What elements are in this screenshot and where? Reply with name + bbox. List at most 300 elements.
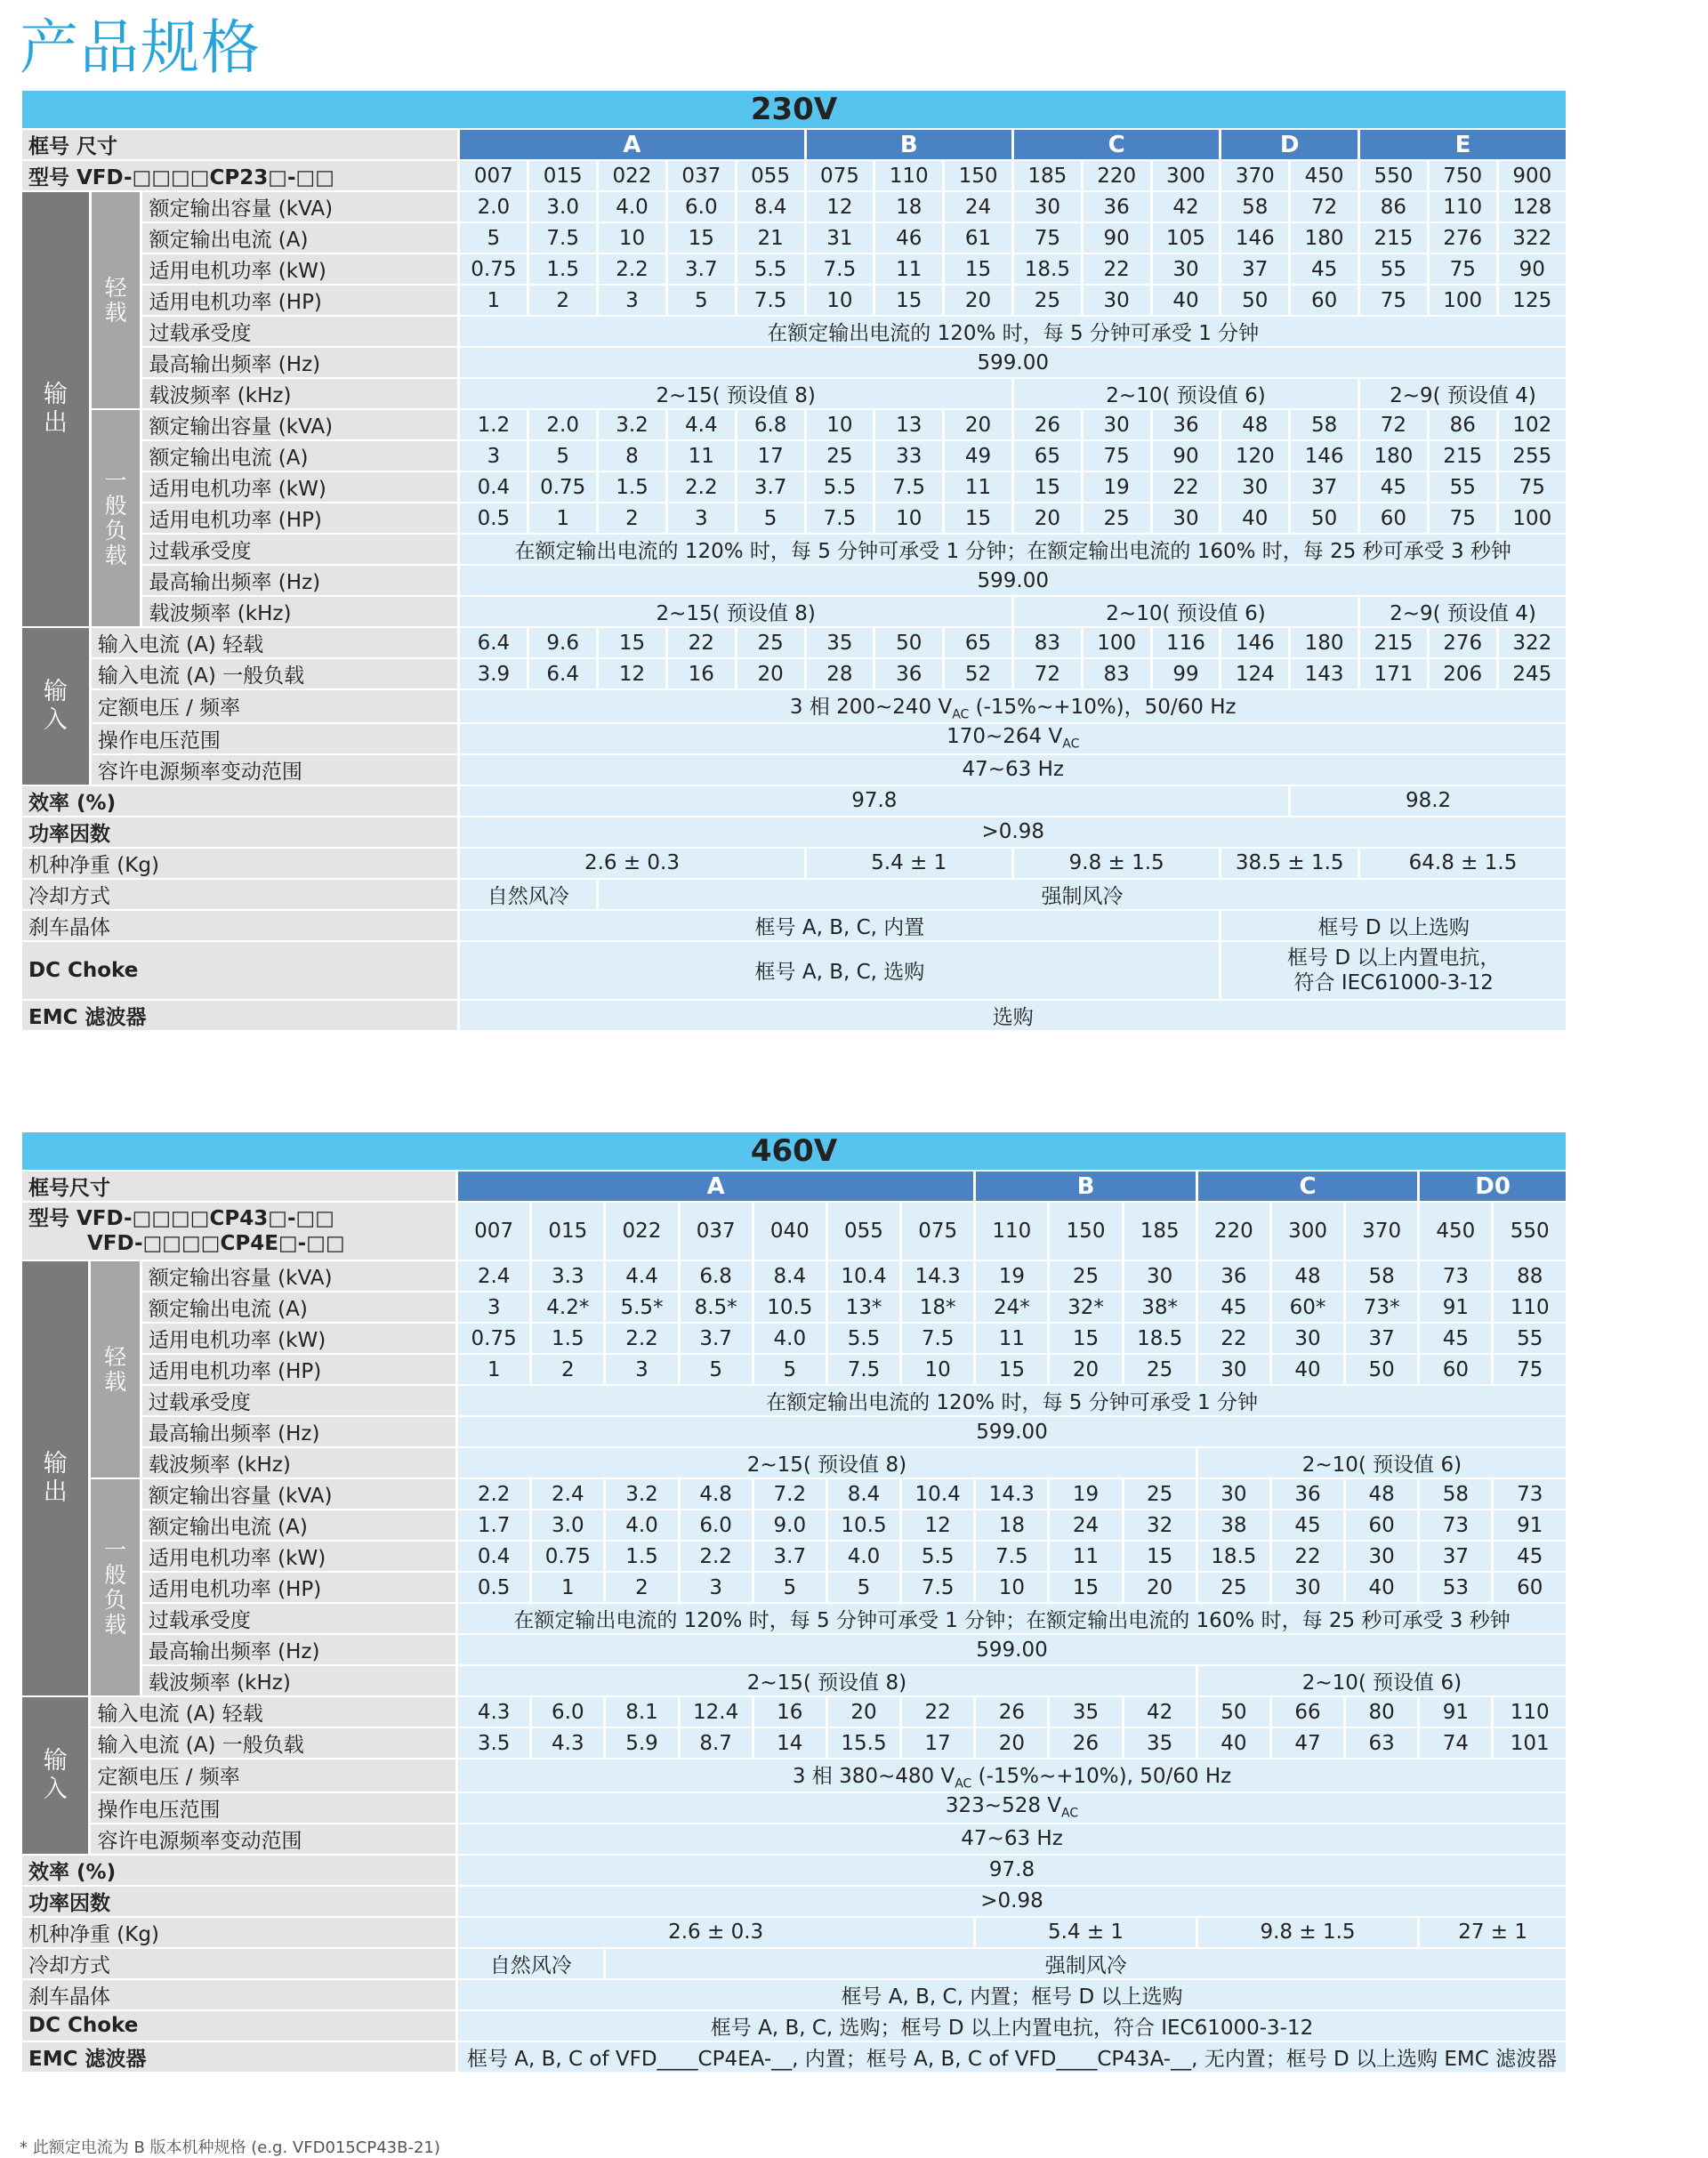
row-label: 额定输出容量 (kVA) bbox=[142, 1261, 455, 1291]
row-label: 最高输出频率 (Hz) bbox=[142, 1417, 455, 1446]
normal-amp-row bbox=[22, 441, 1566, 471]
normal-freq-row bbox=[22, 1635, 1566, 1664]
row-label: 功率因数 bbox=[22, 817, 457, 847]
value-cell: 1.5 bbox=[529, 254, 596, 284]
value-cell: 015 bbox=[532, 1203, 603, 1260]
value-cell: 037 bbox=[668, 161, 735, 190]
value-cell: 5.5 bbox=[828, 1324, 899, 1353]
group-char: 入 bbox=[43, 1775, 68, 1803]
value-cell: 900 bbox=[1499, 161, 1566, 190]
cell-text: (-15%~+10%), 50/60 Hz bbox=[971, 1765, 1232, 1788]
value-cell: 63 bbox=[1346, 1728, 1417, 1758]
value-cell: 5 bbox=[681, 1355, 752, 1384]
value-cell: 50 bbox=[875, 628, 942, 657]
group-char: 负 bbox=[104, 1586, 127, 1613]
value-cell: 10 bbox=[599, 223, 665, 253]
cooling-value: 强制风冷 bbox=[599, 880, 1566, 909]
value-cell: 0.75 bbox=[529, 472, 596, 502]
overload-value: 在额定输出电流的 120% 时，每 5 分钟可承受 1 分钟；在额定输出电流的 160% 时，每 25 秒可承受 3 秒钟 bbox=[458, 1604, 1566, 1633]
value-cell: 4.0 bbox=[606, 1510, 677, 1540]
value-cell: 4.0 bbox=[828, 1542, 899, 1571]
row-label: 输入电流 (A) 轻载 bbox=[91, 1697, 455, 1727]
row-label: EMC 滤波器 bbox=[22, 1001, 457, 1030]
value-cell: 47 bbox=[1272, 1728, 1343, 1758]
weight-value: 64.8 ± 1.5 bbox=[1360, 849, 1566, 878]
value-cell: 7.5 bbox=[737, 286, 804, 315]
value-cell: 60 bbox=[1494, 1573, 1566, 1602]
group-input bbox=[22, 1697, 88, 1854]
range-row bbox=[22, 1793, 1566, 1823]
power-factor-value: >0.98 bbox=[460, 817, 1566, 847]
spec-table-460v bbox=[20, 1131, 1568, 2073]
value-cell: 16 bbox=[668, 659, 735, 688]
row-label: 机种净重 (Kg) bbox=[22, 1918, 455, 1947]
input-light-row bbox=[22, 628, 1566, 657]
cell-text: 框号 D 以上内置电抗， bbox=[1287, 946, 1501, 970]
value-cell: 220 bbox=[1084, 161, 1150, 190]
value-cell: 58 bbox=[1346, 1261, 1417, 1291]
value-cell: 3.2 bbox=[599, 410, 665, 439]
value-cell: 0.75 bbox=[458, 1324, 529, 1353]
value-cell: 7.5 bbox=[828, 1355, 899, 1384]
row-label: 机种净重 (Kg) bbox=[22, 849, 457, 878]
value-cell: 105 bbox=[1153, 223, 1220, 253]
normal-freq-row bbox=[22, 566, 1566, 595]
value-cell: 22 bbox=[1084, 254, 1150, 284]
freq-variation-value: 47~63 Hz bbox=[460, 755, 1566, 785]
row-label: 效率 (%) bbox=[22, 1856, 455, 1885]
value-cell: 17 bbox=[737, 441, 804, 471]
value-cell: 28 bbox=[807, 659, 874, 688]
model-label: 型号 VFD-□□□□CP23□-□□ bbox=[22, 161, 457, 190]
model-label bbox=[22, 1203, 455, 1260]
value-cell: 4.4 bbox=[668, 410, 735, 439]
value-cell: 88 bbox=[1494, 1261, 1566, 1291]
value-cell: 31 bbox=[807, 223, 874, 253]
value-cell: 055 bbox=[737, 161, 804, 190]
value-cell: 3.2 bbox=[606, 1479, 677, 1509]
cooling-value: 自然风冷 bbox=[460, 880, 596, 909]
value-cell: 2.4 bbox=[458, 1261, 529, 1291]
light-car-row bbox=[22, 379, 1566, 408]
value-cell: 6.4 bbox=[529, 659, 596, 688]
value-cell: 15 bbox=[668, 223, 735, 253]
value-cell: 550 bbox=[1494, 1203, 1566, 1260]
value-cell: 30 bbox=[1198, 1355, 1269, 1384]
carrier-value: 2~15( 预设值 8) bbox=[460, 597, 1011, 626]
value-cell: 171 bbox=[1360, 659, 1427, 688]
frame-header: B bbox=[976, 1172, 1196, 1201]
row-label: 载波频率 (kHz) bbox=[142, 1666, 455, 1695]
value-cell: 86 bbox=[1430, 410, 1496, 439]
value-cell: 14 bbox=[754, 1728, 826, 1758]
light-kva-row bbox=[22, 192, 1566, 221]
value-cell: 25 bbox=[1084, 503, 1150, 533]
value-cell: 10.4 bbox=[902, 1479, 973, 1509]
rated-row bbox=[22, 690, 1566, 722]
value-cell: 2.2 bbox=[681, 1542, 752, 1571]
input-normal-row bbox=[22, 1728, 1566, 1758]
value-cell: 215 bbox=[1360, 628, 1427, 657]
model-row bbox=[22, 1203, 1566, 1260]
value-cell: 185 bbox=[1014, 161, 1081, 190]
value-cell: 36 bbox=[875, 659, 942, 688]
value-cell: 100 bbox=[1430, 286, 1496, 315]
value-cell: 73 bbox=[1420, 1510, 1491, 1540]
value-cell: 17 bbox=[902, 1728, 973, 1758]
value-cell: 255 bbox=[1499, 441, 1566, 471]
group-char: 一 bbox=[104, 467, 127, 494]
value-cell: 90 bbox=[1084, 223, 1150, 253]
value-cell: 58 bbox=[1221, 192, 1288, 221]
group-normal bbox=[91, 1479, 139, 1695]
value-cell: 30 bbox=[1084, 286, 1150, 315]
group-char: 载 bbox=[104, 1368, 127, 1395]
value-cell: 055 bbox=[828, 1203, 899, 1260]
value-cell: 075 bbox=[902, 1203, 973, 1260]
pf-row bbox=[22, 817, 1566, 847]
value-cell: 30 bbox=[1272, 1573, 1343, 1602]
value-cell: 15 bbox=[976, 1355, 1047, 1384]
light-ovl-row bbox=[22, 317, 1566, 346]
value-cell: 206 bbox=[1430, 659, 1496, 688]
row-label: 适用电机功率 (kW) bbox=[142, 1542, 455, 1571]
value-cell: 26 bbox=[976, 1697, 1047, 1727]
value-cell: 60* bbox=[1272, 1292, 1343, 1322]
value-cell: 015 bbox=[529, 161, 596, 190]
value-cell: 91 bbox=[1420, 1697, 1491, 1727]
value-cell: 322 bbox=[1499, 628, 1566, 657]
value-cell: 7.5 bbox=[902, 1573, 973, 1602]
value-cell: 50 bbox=[1346, 1355, 1417, 1384]
value-cell: 4.0 bbox=[754, 1324, 826, 1353]
cooling-value: 强制风冷 bbox=[606, 1949, 1566, 1978]
max-freq-value: 599.00 bbox=[458, 1635, 1566, 1664]
value-cell: 3.5 bbox=[458, 1728, 529, 1758]
row-label: 容许电源频率变动范围 bbox=[91, 1824, 455, 1854]
normal-hp-row bbox=[22, 503, 1566, 533]
value-cell: 2.0 bbox=[460, 192, 527, 221]
value-cell: 55 bbox=[1360, 254, 1427, 284]
row-label: 输入电流 (A) 一般负载 bbox=[92, 659, 458, 688]
value-cell: 5 bbox=[828, 1573, 899, 1602]
value-cell: 128 bbox=[1499, 192, 1566, 221]
value-cell: 300 bbox=[1272, 1203, 1343, 1260]
value-cell: 7.5 bbox=[902, 1324, 973, 1353]
group-output bbox=[22, 1261, 88, 1695]
subscript: AC bbox=[1062, 737, 1080, 752]
subscript: AC bbox=[952, 707, 970, 722]
efficiency-value: 98.2 bbox=[1291, 786, 1566, 816]
value-cell: 5.5 bbox=[737, 254, 804, 284]
value-cell: 75 bbox=[1430, 503, 1496, 533]
light-hp-row bbox=[22, 286, 1566, 315]
value-cell: 75 bbox=[1499, 472, 1566, 502]
value-cell: 7.5 bbox=[807, 254, 874, 284]
subscript: AC bbox=[955, 1776, 972, 1792]
value-cell: 12 bbox=[807, 192, 874, 221]
row-label: 定额电压 / 频率 bbox=[91, 1759, 455, 1792]
value-cell: 60 bbox=[1291, 286, 1358, 315]
value-cell: 20 bbox=[976, 1728, 1047, 1758]
group-char: 载 bbox=[104, 542, 127, 568]
value-cell: 38 bbox=[1198, 1510, 1269, 1540]
value-cell: 0.4 bbox=[458, 1542, 529, 1571]
value-cell: 4.0 bbox=[599, 192, 665, 221]
value-cell: 11 bbox=[668, 441, 735, 471]
value-cell: 15 bbox=[1124, 1542, 1196, 1571]
weight-row bbox=[22, 1918, 1566, 1947]
row-label: 最高输出频率 (Hz) bbox=[142, 566, 457, 595]
value-cell: 8.5* bbox=[681, 1292, 752, 1322]
value-cell: 72 bbox=[1360, 410, 1427, 439]
value-cell: 25 bbox=[1124, 1355, 1196, 1384]
overload-value: 在额定输出电流的 120% 时，每 5 分钟可承受 1 分钟；在额定输出电流的 160% 时，每 25 秒可承受 3 秒钟 bbox=[460, 535, 1566, 564]
value-cell: 110 bbox=[1494, 1292, 1566, 1322]
value-cell: 5 bbox=[754, 1355, 826, 1384]
group-char: 出 bbox=[43, 1478, 68, 1506]
value-cell: 26 bbox=[1014, 410, 1081, 439]
value-cell: 4.8 bbox=[681, 1479, 752, 1509]
max-freq-value: 599.00 bbox=[458, 1417, 1566, 1446]
light-freq-row bbox=[22, 1417, 1566, 1446]
row-label: 功率因数 bbox=[22, 1887, 455, 1916]
value-cell: 18 bbox=[976, 1510, 1047, 1540]
value-cell: 7.2 bbox=[754, 1479, 826, 1509]
overload-value: 在额定输出电流的 120% 时，每 5 分钟可承受 1 分钟 bbox=[460, 317, 1566, 346]
value-cell: 2 bbox=[529, 286, 596, 315]
group-char: 般 bbox=[104, 492, 127, 519]
group-char: 轻 bbox=[104, 1343, 127, 1370]
row-label: 额定输出电流 (A) bbox=[142, 441, 457, 471]
value-cell: 15 bbox=[1050, 1324, 1121, 1353]
value-cell: 3 bbox=[668, 503, 735, 533]
cool-row bbox=[22, 1949, 1566, 1978]
light-kw-row bbox=[22, 1324, 1566, 1353]
value-cell: 276 bbox=[1430, 628, 1496, 657]
value-cell: 14.3 bbox=[976, 1479, 1047, 1509]
weight-value: 2.6 ± 0.3 bbox=[460, 849, 803, 878]
row-label: 输入电流 (A) 一般负载 bbox=[91, 1728, 455, 1758]
value-cell: 30 bbox=[1198, 1479, 1269, 1509]
value-cell: 3 bbox=[606, 1355, 677, 1384]
page-title: 产品规格 bbox=[20, 13, 262, 82]
row-label: EMC 滤波器 bbox=[22, 2042, 455, 2072]
value-cell: 20 bbox=[737, 659, 804, 688]
value-cell: 2.2 bbox=[458, 1479, 529, 1509]
value-cell: 110 bbox=[1494, 1697, 1566, 1727]
value-cell: 110 bbox=[976, 1203, 1047, 1260]
freq-variation-value: 47~63 Hz bbox=[458, 1824, 1566, 1854]
value-cell: 1.5 bbox=[599, 472, 665, 502]
value-cell: 3.9 bbox=[460, 659, 527, 688]
efficiency-value: 97.8 bbox=[458, 1856, 1566, 1885]
value-cell: 7.5 bbox=[807, 503, 874, 533]
value-cell: 16 bbox=[754, 1697, 826, 1727]
carrier-value: 2~10( 预设值 6) bbox=[1014, 379, 1358, 408]
row-label: 容许电源频率变动范围 bbox=[92, 755, 458, 785]
value-cell: 35 bbox=[1050, 1697, 1121, 1727]
value-cell: 6.0 bbox=[532, 1697, 603, 1727]
value-cell: 215 bbox=[1360, 223, 1427, 253]
value-cell: 25 bbox=[807, 441, 874, 471]
value-cell: 40 bbox=[1272, 1355, 1343, 1384]
dc-choke-value bbox=[1221, 942, 1566, 999]
light-kva-row bbox=[22, 1261, 1566, 1291]
value-cell: 220 bbox=[1198, 1203, 1269, 1260]
value-cell: 75 bbox=[1430, 254, 1496, 284]
value-cell: 1.5 bbox=[532, 1324, 603, 1353]
value-cell: 36 bbox=[1272, 1479, 1343, 1509]
value-cell: 20 bbox=[1050, 1355, 1121, 1384]
row-label: 额定输出电流 (A) bbox=[142, 1510, 455, 1540]
power-factor-value: >0.98 bbox=[458, 1887, 1566, 1916]
value-cell: 215 bbox=[1430, 441, 1496, 471]
value-cell: 45 bbox=[1420, 1324, 1491, 1353]
value-cell: 8.7 bbox=[681, 1728, 752, 1758]
value-cell: 8.4 bbox=[828, 1479, 899, 1509]
value-cell: 40 bbox=[1221, 503, 1288, 533]
value-cell: 1.2 bbox=[460, 410, 527, 439]
value-cell: 25 bbox=[1014, 286, 1081, 315]
value-cell: 5.5 bbox=[902, 1542, 973, 1571]
value-cell: 20 bbox=[1124, 1573, 1196, 1602]
value-cell: 25 bbox=[1198, 1573, 1269, 1602]
group-char: 出 bbox=[43, 409, 68, 437]
value-cell: 2 bbox=[606, 1573, 677, 1602]
value-cell: 75 bbox=[1084, 441, 1150, 471]
value-cell: 10.4 bbox=[828, 1261, 899, 1291]
cell-text: 3 相 200~240 V bbox=[789, 696, 953, 719]
emc-value: 选购 bbox=[460, 1001, 1566, 1030]
value-cell: 18* bbox=[902, 1292, 973, 1322]
value-cell: 35 bbox=[1124, 1728, 1196, 1758]
carrier-value: 2~15( 预设值 8) bbox=[458, 1666, 1196, 1695]
value-cell: 8.4 bbox=[737, 192, 804, 221]
value-cell: 11 bbox=[875, 254, 942, 284]
value-cell: 37 bbox=[1291, 472, 1358, 502]
value-cell: 40 bbox=[1346, 1573, 1417, 1602]
value-cell: 4.3 bbox=[458, 1697, 529, 1727]
value-cell: 276 bbox=[1430, 223, 1496, 253]
value-cell: 5 bbox=[529, 441, 596, 471]
value-cell: 3.7 bbox=[681, 1324, 752, 1353]
group-char: 输 bbox=[43, 1450, 68, 1478]
value-cell: 48 bbox=[1346, 1479, 1417, 1509]
value-cell: 19 bbox=[1084, 472, 1150, 502]
value-cell: 022 bbox=[599, 161, 665, 190]
value-cell: 12 bbox=[902, 1510, 973, 1540]
group-normal bbox=[92, 410, 141, 626]
value-cell: 91 bbox=[1494, 1510, 1566, 1540]
value-cell: 30 bbox=[1153, 503, 1220, 533]
value-cell: 21 bbox=[737, 223, 804, 253]
frame-row bbox=[22, 130, 1566, 159]
group-char: 般 bbox=[104, 1561, 127, 1588]
cell-text: 170~264 V bbox=[947, 725, 1063, 749]
row-label: 适用电机功率 (HP) bbox=[142, 1355, 455, 1384]
overload-value: 在额定输出电流的 120% 时，每 5 分钟可承受 1 分钟 bbox=[458, 1386, 1566, 1415]
row-label: 刹车晶体 bbox=[22, 1980, 455, 2009]
brake-value: 框号 D 以上选购 bbox=[1221, 911, 1566, 940]
group-output bbox=[22, 192, 89, 626]
value-cell: 0.75 bbox=[460, 254, 527, 284]
value-cell: 6.8 bbox=[737, 410, 804, 439]
value-cell: 8.4 bbox=[754, 1261, 826, 1291]
value-cell: 5.5* bbox=[606, 1292, 677, 1322]
frame-header: A bbox=[460, 130, 803, 159]
emc-row bbox=[22, 1001, 1566, 1030]
value-cell: 14.3 bbox=[902, 1261, 973, 1291]
row-label: DC Choke bbox=[22, 2011, 455, 2041]
subscript: AC bbox=[1061, 1806, 1079, 1821]
value-cell: 2.4 bbox=[532, 1479, 603, 1509]
value-cell: 11 bbox=[976, 1324, 1047, 1353]
value-cell: 370 bbox=[1346, 1203, 1417, 1260]
value-cell: 99 bbox=[1153, 659, 1220, 688]
value-cell: 73* bbox=[1346, 1292, 1417, 1322]
value-cell: 143 bbox=[1291, 659, 1358, 688]
frame-label: 框号尺寸 bbox=[22, 1172, 455, 1201]
light-car-row bbox=[22, 1448, 1566, 1478]
value-cell: 1 bbox=[458, 1355, 529, 1384]
value-cell: 7.5 bbox=[875, 472, 942, 502]
value-cell: 32* bbox=[1050, 1292, 1121, 1322]
value-cell: 150 bbox=[1050, 1203, 1121, 1260]
band-row bbox=[22, 91, 1566, 128]
value-cell: 2 bbox=[532, 1355, 603, 1384]
value-cell: 50 bbox=[1221, 286, 1288, 315]
value-cell: 2 bbox=[599, 503, 665, 533]
value-cell: 10 bbox=[807, 410, 874, 439]
value-cell: 36 bbox=[1198, 1261, 1269, 1291]
row-label: 适用电机功率 (kW) bbox=[142, 254, 457, 284]
value-cell: 040 bbox=[754, 1203, 826, 1260]
value-cell: 0.75 bbox=[532, 1542, 603, 1571]
normal-car-row bbox=[22, 597, 1566, 626]
value-cell: 30 bbox=[1346, 1542, 1417, 1571]
value-cell: 2.0 bbox=[529, 410, 596, 439]
row-label: 适用电机功率 (HP) bbox=[142, 1573, 455, 1602]
frame-header: D bbox=[1221, 130, 1358, 159]
value-cell: 6.4 bbox=[460, 628, 527, 657]
value-cell: 24 bbox=[1050, 1510, 1121, 1540]
brake-value: 框号 A, B, C, 内置 bbox=[460, 911, 1219, 940]
weight-row bbox=[22, 849, 1566, 878]
frame-header: A bbox=[458, 1172, 973, 1201]
value-cell: 24* bbox=[976, 1292, 1047, 1322]
value-cell: 6.0 bbox=[681, 1510, 752, 1540]
value-cell: 2.2 bbox=[606, 1324, 677, 1353]
value-cell: 180 bbox=[1291, 628, 1358, 657]
value-cell: 5 bbox=[754, 1573, 826, 1602]
value-cell: 15 bbox=[1014, 472, 1081, 502]
value-cell: 22 bbox=[1198, 1324, 1269, 1353]
value-cell: 55 bbox=[1494, 1324, 1566, 1353]
value-cell: 10 bbox=[875, 503, 942, 533]
value-cell: 110 bbox=[875, 161, 942, 190]
row-label: 额定输出电流 (A) bbox=[142, 223, 457, 253]
value-cell: 18.5 bbox=[1014, 254, 1081, 284]
weight-value: 9.8 ± 1.5 bbox=[1014, 849, 1219, 878]
value-cell: 65 bbox=[1014, 441, 1081, 471]
value-cell: 13* bbox=[828, 1292, 899, 1322]
value-cell: 10 bbox=[902, 1355, 973, 1384]
light-amp-row bbox=[22, 1292, 1566, 1322]
value-cell: 450 bbox=[1420, 1203, 1491, 1260]
row-label: 载波频率 (kHz) bbox=[142, 597, 457, 626]
group-light bbox=[91, 1261, 139, 1478]
